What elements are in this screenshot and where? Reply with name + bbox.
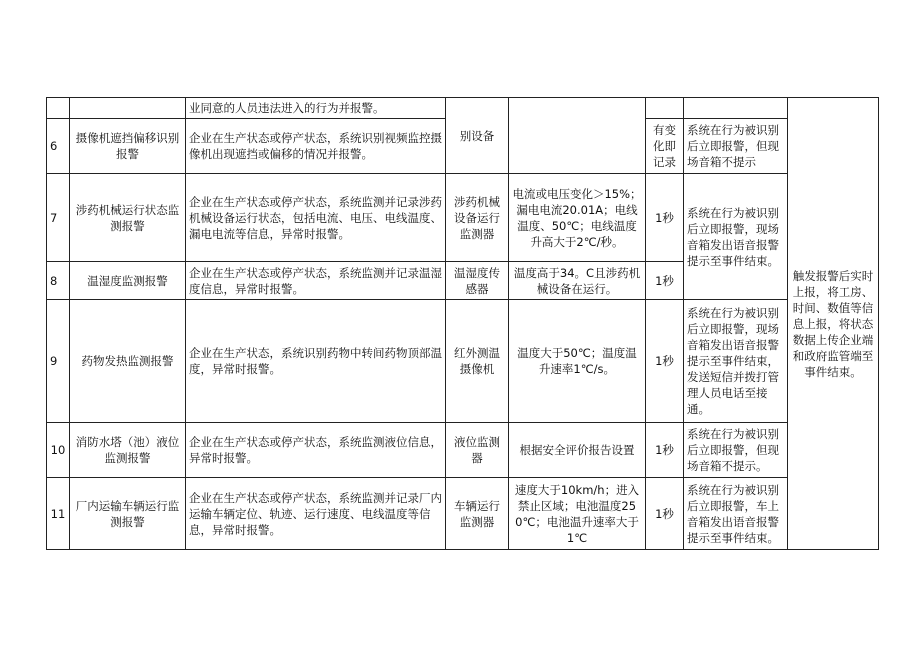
row-number: 8 xyxy=(47,262,70,300)
device-cell: 涉药机械设备运行监测器 xyxy=(446,174,509,262)
interval-cell: 1秒 xyxy=(646,262,684,300)
interval-cell: 1秒 xyxy=(646,174,684,262)
alarm-description: 企业在生产状态或停产状态，系统监测液位信息，异常时报警。 xyxy=(186,423,446,478)
device-cell: 液位监测器 xyxy=(446,423,509,478)
alarm-description: 企业在生产状态或停产状态，系统监测并记录厂内运输车辆定位、轨迹、运行速度、电线温度等信息，异常时报警。 xyxy=(186,478,446,550)
alarm-description: 企业在生产状态或停产状态，系统监测并记录涉药机械设备运行状态，包括电流、电压、电线温度、漏电电流等信息，异常时报警。 xyxy=(186,174,446,262)
condition-cell: 温度大于50℃；温度温升速率1℃/s。 xyxy=(509,300,646,423)
interval-cell: 有变化即记录 xyxy=(646,119,684,174)
action-cell: 系统在行为被识别后立即报警，但现场音箱不提示 xyxy=(684,119,788,174)
row-number: 9 xyxy=(47,300,70,423)
alarm-name: 厂内运输车辆运行监测报警 xyxy=(70,478,186,550)
row-number: 6 xyxy=(47,119,70,174)
alarm-description: 企业在生产状态或停产状态，系统识别视频监控摄像机出现遮挡或偏移的情况并报警。 xyxy=(186,119,446,174)
row-number xyxy=(47,98,70,119)
alarm-name: 药物发热监测报警 xyxy=(70,300,186,423)
row-number: 11 xyxy=(47,478,70,550)
condition-cell: 温度高于34。C且涉药机械设备在运行。 xyxy=(509,262,646,300)
condition-cell: 根据安全评价报告设置 xyxy=(509,423,646,478)
device-cell: 车辆运行监测器 xyxy=(446,478,509,550)
table-row xyxy=(47,98,879,119)
condition-cell xyxy=(509,98,646,174)
alarm-description: 企业在生产状态，系统识别药物中转间药物顶部温度，异常时报警。 xyxy=(186,300,446,423)
action-cell: 系统在行为被识别后立即报警，车上音箱发出语音报警提示至事件结束。 xyxy=(684,478,788,550)
condition-cell: 速度大于10km/h；进入禁止区域；电池温度250℃；电池温升速率大于1℃ xyxy=(509,478,646,550)
action-cell: 系统在行为被识别后立即报警，现场音箱发出语音报警提示至事件结束。 xyxy=(684,174,788,300)
table-row xyxy=(47,300,879,423)
table-row xyxy=(47,478,879,550)
table-row xyxy=(47,174,879,262)
row-number: 7 xyxy=(47,174,70,262)
alarm-name: 温湿度监测报警 xyxy=(70,262,186,300)
action-cell: 系统在行为被识别后立即报警，但现场音箱不提示。 xyxy=(684,423,788,478)
action-cell xyxy=(684,98,788,119)
device-cell: 红外测温摄像机 xyxy=(446,300,509,423)
alarm-description: 业同意的人员违法进入的行为并报警。 xyxy=(186,98,446,119)
alarm-name xyxy=(70,98,186,119)
alarm-description: 企业在生产状态或停产状态，系统监测并记录温湿度信息，异常时报警。 xyxy=(186,262,446,300)
alarm-name: 消防水塔（池）液位监测报警 xyxy=(70,423,186,478)
interval-cell: 1秒 xyxy=(646,423,684,478)
condition-cell: 电流或电压变化＞15%；漏电电流20.01A；电线温度、50℃；电线温度升高大于2℃/秒。 xyxy=(509,174,646,262)
table-row xyxy=(47,423,879,478)
report-cell: 触发报警后实时上报，将工房、时间、数值等信息上报，将状态数据上传企业端和政府监管端至事件结束。 xyxy=(788,98,879,550)
action-cell: 系统在行为被识别后立即报警，现场音箱发出语音报警提示至事件结束，发送短信并拨打管理人员电话至接通。 xyxy=(684,300,788,423)
interval-cell: 1秒 xyxy=(646,478,684,550)
device-cell: 别设备 xyxy=(446,98,509,174)
device-cell: 温湿度传感器 xyxy=(446,262,509,300)
alarm-name: 摄像机遮挡偏移识别报警 xyxy=(70,119,186,174)
row-number: 10 xyxy=(47,423,70,478)
interval-cell: 1秒 xyxy=(646,300,684,423)
interval-cell xyxy=(646,98,684,119)
alarm-name: 涉药机械运行状态监测报警 xyxy=(70,174,186,262)
alarm-spec-table xyxy=(46,97,879,550)
